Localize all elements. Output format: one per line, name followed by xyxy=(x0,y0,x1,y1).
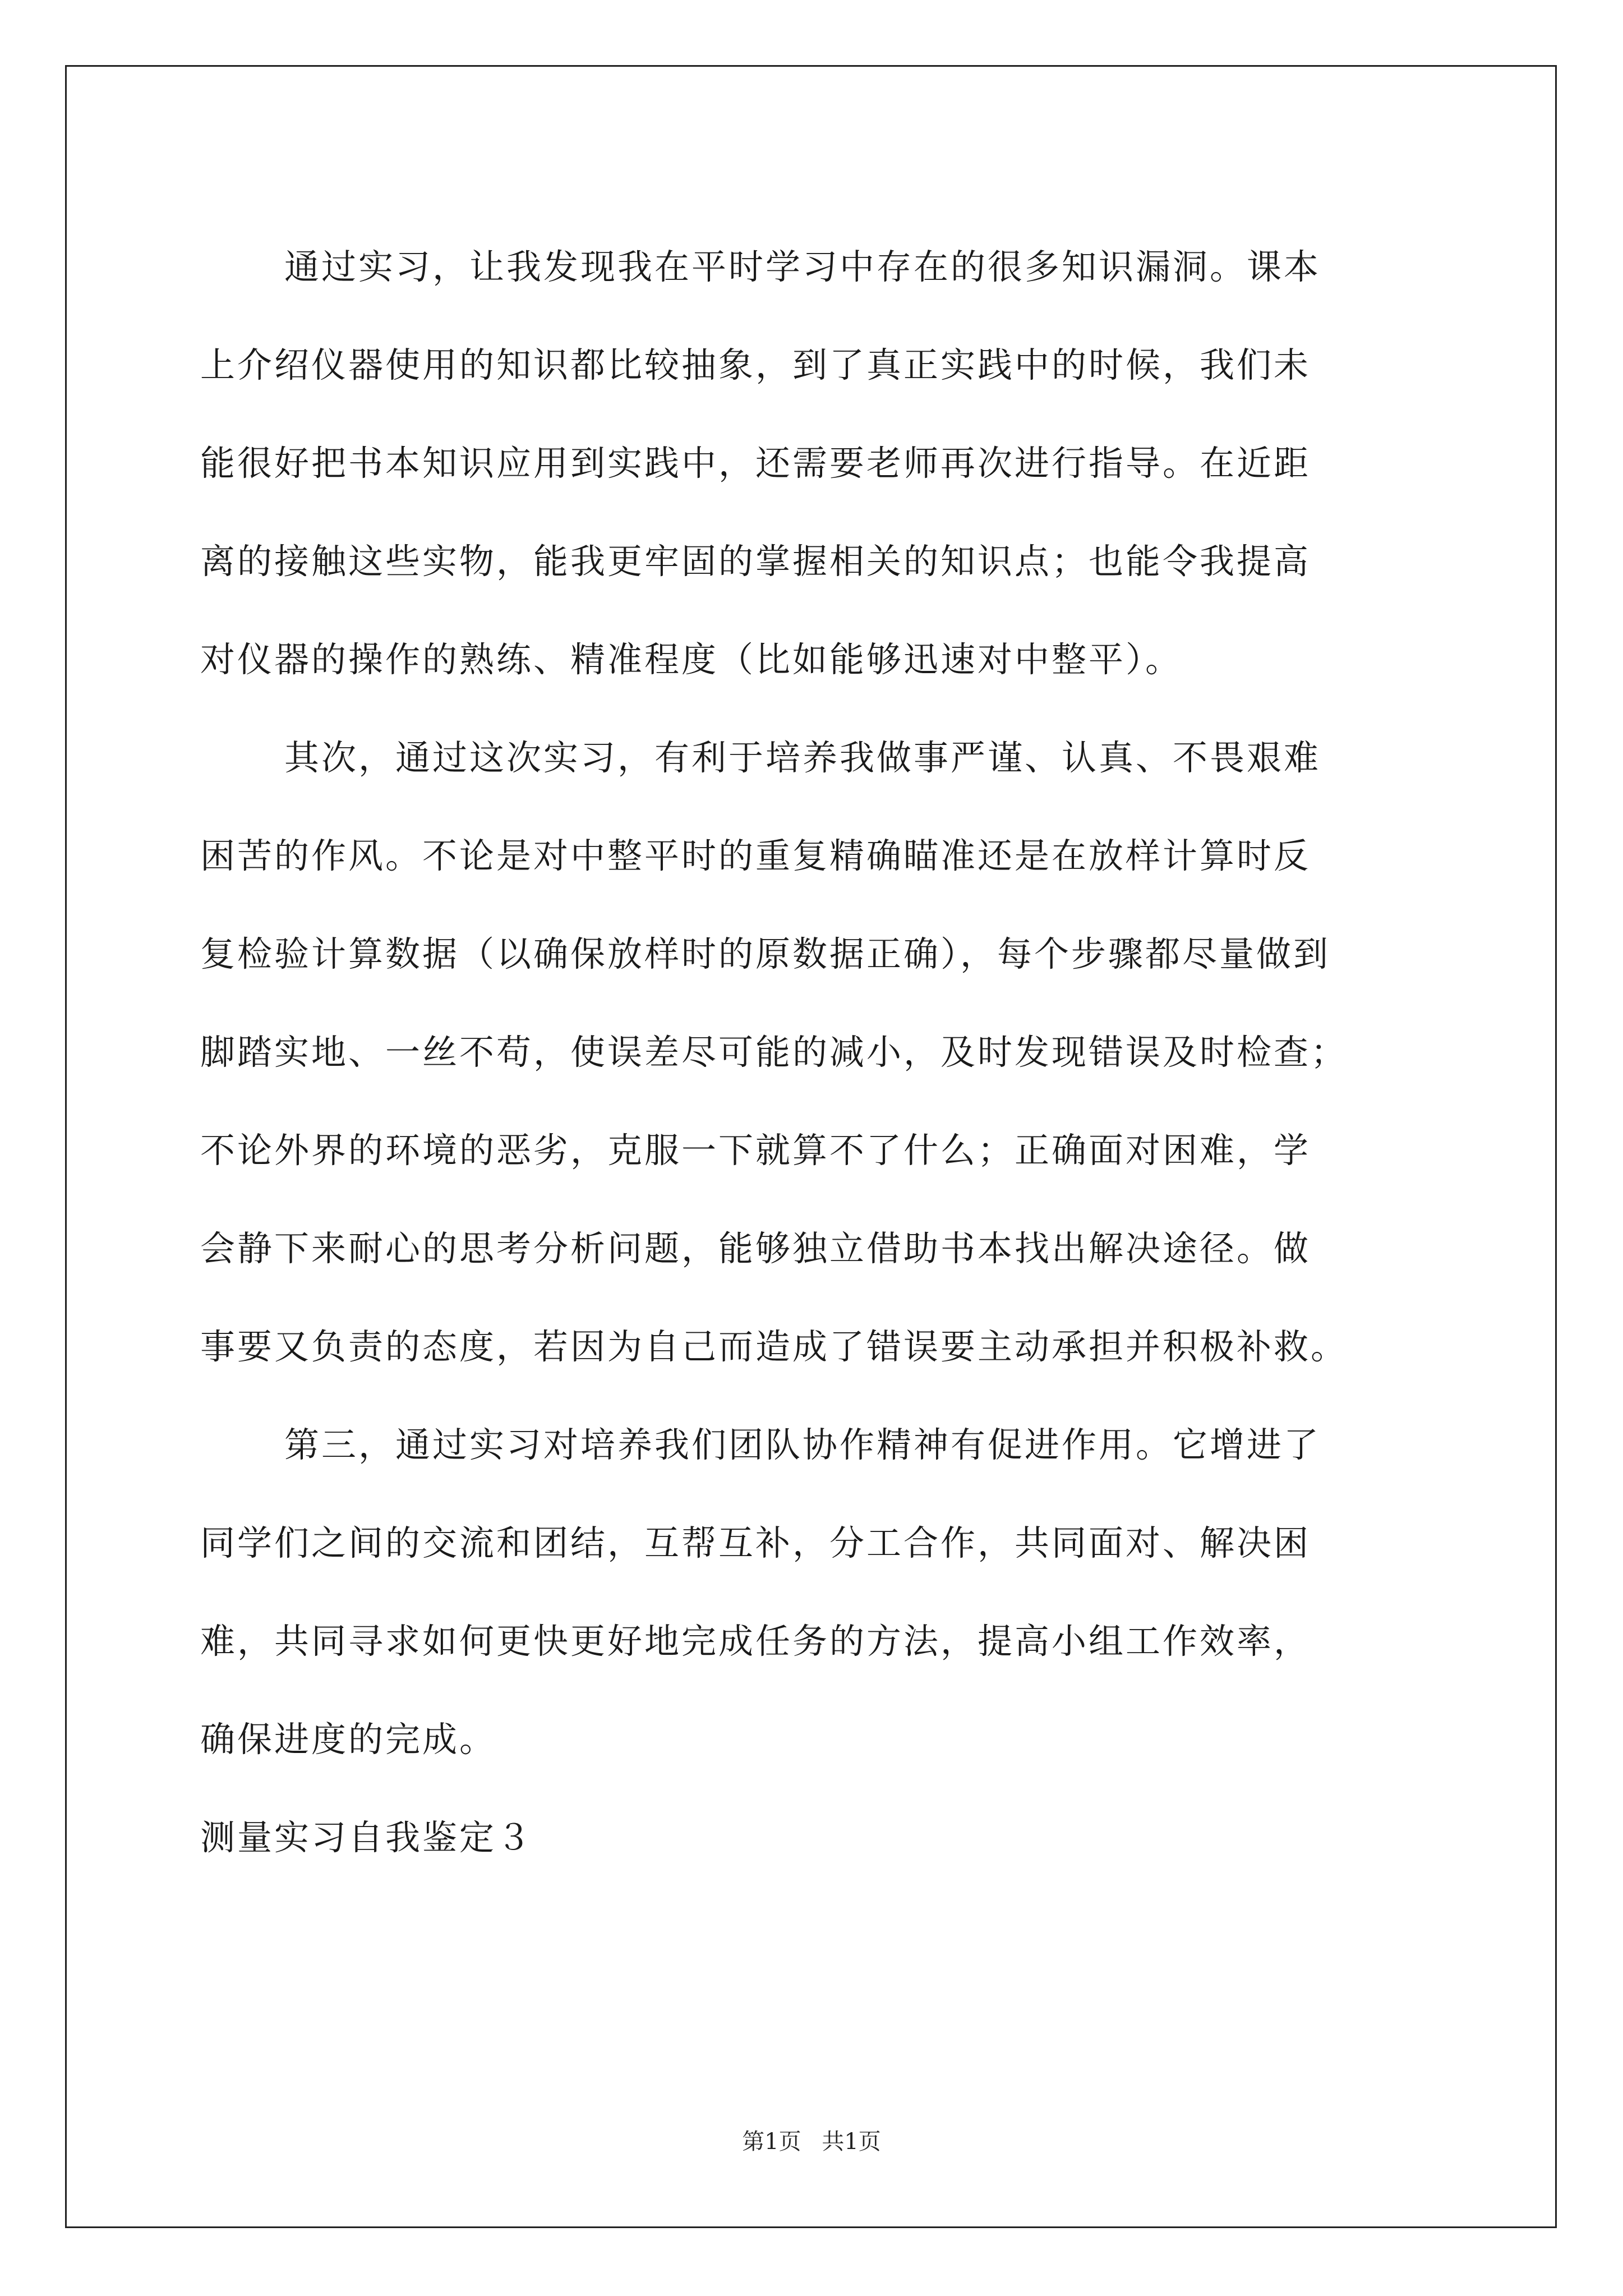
text-line: 其次，通过这次实习，有利于培养我做事严谨、认真、不畏艰难 xyxy=(284,737,1321,778)
text-line: 上介绍仪器使用的知识都比较抽象，到了真正实践中的时候，我们未 xyxy=(200,344,1311,385)
text-line: 困苦的作风。不论是对中整平时的重复精确瞄准还是在放样计算时反 xyxy=(200,835,1311,876)
page-footer xyxy=(0,2125,1623,2159)
text-line: 对仪器的操作的熟练、精准程度（比如能够迅速对中整平）。 xyxy=(200,639,1183,680)
section-heading: 测量实习自我鉴定３ xyxy=(200,1817,534,1858)
text-line: 第三，通过实习对培养我们团队协作精神有促进作用。它增进了 xyxy=(284,1424,1321,1465)
text-line: 脚踏实地、一丝不苟，使误差尽可能的减小，及时发现错误及时检查； xyxy=(200,1032,1348,1073)
document-body xyxy=(200,218,1436,1887)
paragraph-3 xyxy=(200,1396,1436,1788)
text-line: 会静下来耐心的思考分析问题，能够独立借助书本找出解决途径。做 xyxy=(200,1228,1311,1269)
text-line: 难，共同寻求如何更快更好地完成任务的方法，提高小组工作效率， xyxy=(200,1621,1311,1662)
text-line: 不论外界的环境的恶劣，克服一下就算不了什么；正确面对困难，学 xyxy=(200,1130,1311,1171)
text-line: 离的接触这些实物，能我更牢固的掌握相关的知识点；也能令我提高 xyxy=(200,541,1311,582)
text-line: 复检验计算数据（以确保放样时的原数据正确），每个步骤都尽量做到 xyxy=(200,933,1331,974)
text-line: 事要又负责的态度，若因为自己而造成了错误要主动承担并积极补救。 xyxy=(200,1326,1348,1367)
paragraph-1 xyxy=(200,218,1436,708)
text-line: 通过实习，让我发现我在平时学习中存在的很多知识漏洞。课本 xyxy=(284,246,1321,287)
text-line: 同学们之间的交流和团结，互帮互补，分工合作，共同面对、解决困 xyxy=(200,1522,1311,1563)
page-total: 共1页 xyxy=(822,2129,881,2155)
text-line: 确保进度的完成。 xyxy=(200,1719,497,1760)
page-number: 第1页 xyxy=(742,2129,801,2155)
text-line: 能很好把书本知识应用到实践中，还需要老师再次进行指导。在近距 xyxy=(200,443,1311,484)
paragraph-2 xyxy=(200,708,1436,1396)
